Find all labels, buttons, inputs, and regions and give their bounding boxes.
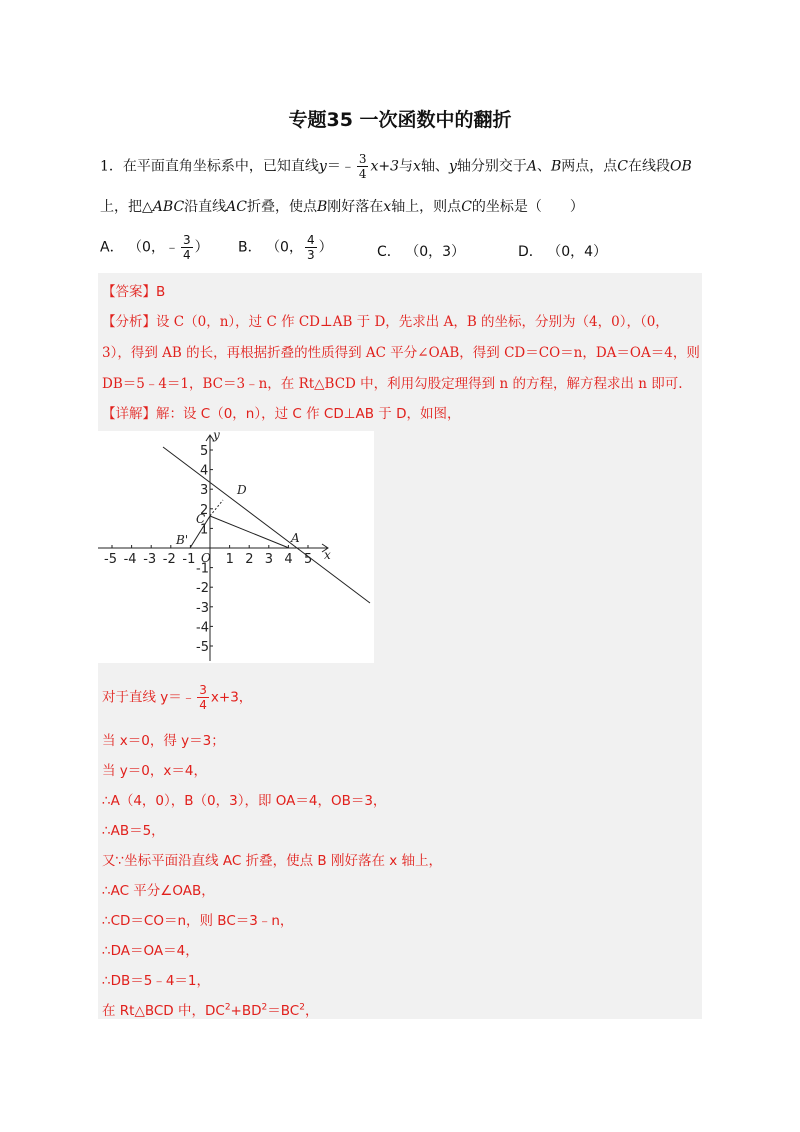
line-AB [163, 447, 370, 603]
step-8: ∴CD＝CO＝n，则 BC＝3﹣n， [102, 913, 294, 929]
option-text: （0，4） [547, 244, 608, 260]
step-2: 当 x＝0，得 y＝3； [102, 733, 225, 749]
step-1 [102, 683, 252, 712]
fraction [181, 233, 193, 262]
square: 2 [224, 1002, 231, 1013]
answer-value: B [156, 284, 166, 300]
step-text: 在 Rt△BCD 中，DC [102, 1003, 225, 1019]
detail-text: 解：设 C（0，n），过 C 作 CD⊥AB 于 D，如图， [156, 406, 461, 422]
analysis-text: 设 C（0，n），过 C 作 CD⊥AB 于 D，先求出 A，B 的坐标，分别为（4，0），（0， [156, 314, 669, 330]
var-x: x [383, 199, 392, 215]
x-tick-label: 2 [245, 552, 254, 567]
x-tick-label: -5 [104, 552, 117, 567]
frac-den: 4 [182, 248, 191, 262]
step-4: ∴A（4，0），B（0，3），即 OA＝4，OB＝3， [102, 793, 387, 809]
frac-num: 3 [199, 683, 207, 697]
var-x: x [413, 158, 421, 175]
question-text: 的坐标是（ ） [471, 199, 584, 215]
solution-box [98, 273, 702, 1019]
point-C: C [617, 158, 628, 175]
y-tick-label: -3 [196, 600, 209, 616]
option-c[interactable] [377, 241, 465, 261]
frac-num: 4 [306, 233, 315, 247]
eq-sign: ＝﹣ [326, 158, 355, 175]
analysis-line-1 [102, 310, 669, 330]
analysis-text: DB＝5﹣4＝1，BC＝3﹣n，在 Rt△BCD 中，利用勾股定理得到 n 的方程，解方程求出 n 即可. [102, 376, 683, 392]
answer-line [102, 280, 165, 300]
option-letter: B． [238, 239, 262, 256]
point-B: B [316, 199, 328, 215]
step-7: ∴AC 平分∠OAB， [102, 883, 215, 899]
point-B: B [550, 158, 562, 175]
frac-den: 3 [306, 248, 315, 262]
triangle-ABC: ABC [152, 199, 185, 215]
x-tick-label: -1 [182, 552, 196, 567]
option-text: （0， [266, 239, 303, 256]
step-text: x+3， [210, 689, 253, 706]
question-line-2 [100, 196, 584, 216]
step-6: 又∵坐标平面沿直线 AC 折叠，使点 B 刚好落在 x 轴上， [102, 853, 443, 869]
analysis-line-3 [102, 372, 683, 392]
var-y: y [318, 158, 327, 175]
y-tick-label: -2 [196, 581, 209, 597]
detail-tag: 【详解】 [102, 406, 156, 422]
analysis-text: 3），得到 AB 的长，再根据折叠的性质得到 AC 平分∠OAB，得到 CD＝CO＝n，DA＝OA＝4，则 [102, 345, 700, 361]
question-text: 在线段 [628, 158, 670, 175]
question-text: 沿直线 [184, 199, 227, 215]
point-A: A [526, 158, 537, 175]
question-text: 刚好落在 [327, 199, 384, 215]
option-letter: C． [377, 244, 401, 260]
fraction [305, 233, 317, 262]
origin-label: O [201, 551, 211, 565]
x-tick-label: 5 [304, 552, 313, 567]
fraction [197, 683, 209, 712]
step-text: +BD [230, 1003, 262, 1019]
step-text: 对于直线 y＝﹣ [102, 689, 196, 706]
question-text: 轴上，则点 [391, 199, 462, 215]
question-text: 上，把△ [100, 199, 153, 215]
analysis-tag: 【分析】 [102, 314, 156, 330]
question-text: 两点，点 [561, 158, 618, 175]
y-tick-label: -4 [196, 620, 209, 636]
detail-line [102, 402, 460, 422]
x-tick-label: -2 [162, 552, 176, 567]
option-letter: A． [100, 239, 124, 256]
step-text: ， [304, 1003, 319, 1019]
point-C: C [461, 199, 472, 215]
step-5: ∴AB＝5， [102, 823, 165, 839]
step-text: ＝BC [267, 1003, 300, 1019]
frac-den: 4 [199, 698, 207, 712]
segment-CD [210, 500, 223, 516]
segment-OB: OB [670, 158, 692, 175]
answer-tag: 【答案】 [102, 284, 156, 300]
point-B1-label: B' [176, 533, 189, 547]
option-text: ） [194, 239, 209, 256]
step-9: ∴DA＝OA＝4， [102, 943, 199, 959]
option-a[interactable] [100, 233, 209, 262]
y-tick-label: 2 [200, 502, 209, 518]
question-line-1 [100, 152, 692, 181]
frac-den: 4 [358, 167, 367, 181]
segment-CA [210, 516, 289, 548]
x-tick-label: 1 [225, 552, 234, 567]
x-tick-label: 4 [284, 552, 293, 567]
frac-num: 3 [358, 152, 367, 166]
analysis-line-2 [102, 341, 700, 361]
x-tick-label: -3 [143, 552, 157, 567]
point-A-label: A [291, 531, 300, 545]
y-tick-label: 3 [200, 483, 209, 499]
option-d[interactable] [518, 241, 607, 261]
axis-x-label: x [324, 548, 331, 562]
square: 2 [299, 1002, 305, 1013]
y-tick-label: 4 [200, 463, 209, 479]
coordinate-graph [98, 431, 374, 663]
step-11 [102, 999, 318, 1019]
point-C-label: C [196, 512, 206, 526]
fraction [357, 152, 369, 181]
y-tick-label: -1 [196, 561, 209, 577]
question-text: 轴、 [420, 158, 449, 175]
option-text: ） [318, 239, 333, 256]
option-text: （0，﹣ [128, 239, 179, 256]
y-tick-label: 5 [200, 444, 209, 459]
option-text: （0，3） [405, 244, 466, 260]
question-number: 1． [100, 158, 123, 175]
square: 2 [261, 1002, 268, 1013]
y-tick-label: 1 [200, 522, 209, 538]
sep: 、 [536, 158, 551, 175]
x-tick-label: -4 [123, 552, 137, 567]
question-text: 轴分别交于 [456, 158, 527, 175]
page-title: 专题35 一次函数中的翻折 [288, 109, 512, 131]
question-text: 与 [399, 158, 414, 175]
frac-num: 3 [182, 233, 191, 247]
line-AC: AC [226, 199, 247, 215]
option-letter: D． [518, 244, 543, 260]
option-b[interactable] [238, 233, 333, 262]
axis-y-label: y [213, 431, 220, 442]
step-10: ∴DB＝5﹣4＝1， [102, 973, 211, 989]
x-tick-label: 3 [264, 552, 274, 567]
y-tick-label: -5 [196, 640, 209, 655]
question-text: 在平面直角坐标系中，已知直线 [122, 158, 319, 175]
step-3: 当 y＝0，x＝4， [102, 763, 207, 779]
point-D-label: D [237, 483, 247, 497]
question-text: 折叠，使点 [246, 199, 317, 215]
var-y: y [448, 158, 457, 175]
eq-rest: x+3 [370, 158, 400, 175]
graph-svg [98, 431, 374, 663]
